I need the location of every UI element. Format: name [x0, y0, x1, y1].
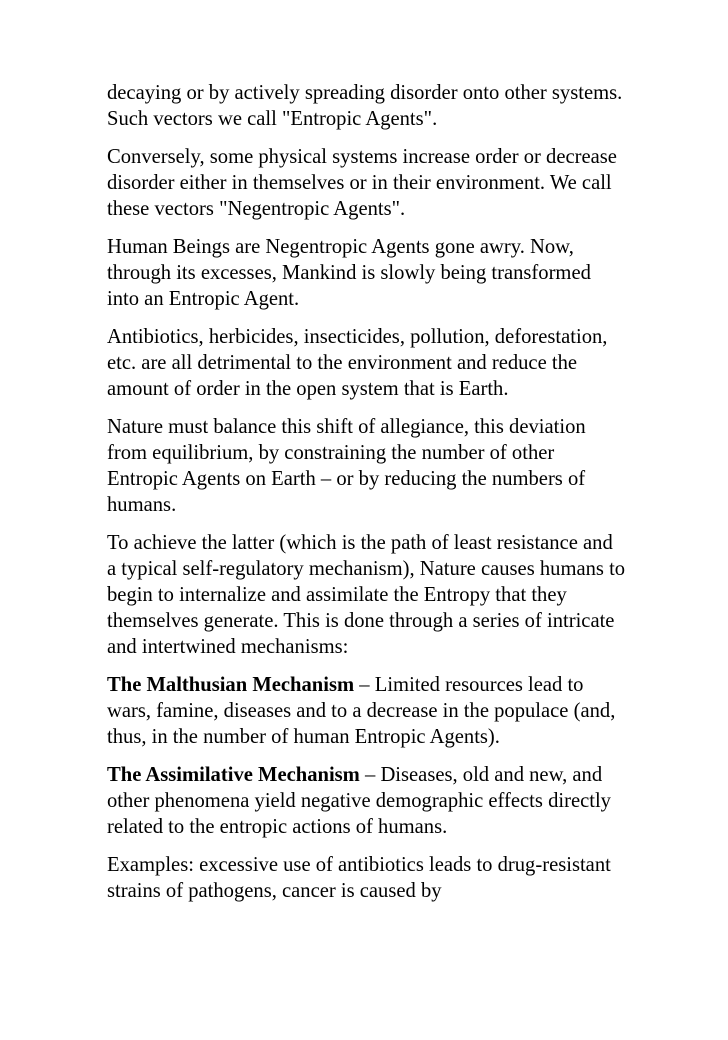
- paragraph-5-text: Nature must balance this shift of allegiance, this deviation from equilibrium, by constraining the number of other Entropic Agents on Earth – or by reducing the numbers of humans.: [107, 416, 586, 516]
- examples-text: Examples: excessive use of antibiotics leads to drug-resistant strains of pathogens, cancer is caused by: [107, 854, 611, 902]
- document-page: [107, 80, 627, 916]
- paragraph-malthusian: [107, 672, 627, 750]
- paragraph-5: [107, 414, 627, 518]
- malthusian-heading: The Malthusian Mechanism: [107, 674, 355, 696]
- paragraph-4: [107, 324, 627, 402]
- paragraph-6-text: To achieve the latter (which is the path of least resistance and a typical self-regulatory mechanism), Nature causes humans to begin to internalize and assimilate the Entropy that they themselves generate. This is done through a series of intricate and intertwined mechanisms:: [107, 532, 626, 658]
- paragraph-1: [107, 80, 627, 132]
- paragraph-4-text: Antibiotics, herbicides, insecticides, pollution, deforestation, etc. are all detrimental to the environment and reduce the amount of order in the open system that is Earth.: [107, 326, 608, 400]
- paragraph-6: [107, 530, 627, 660]
- paragraph-examples: [107, 852, 627, 904]
- assimilative-heading: The Assimilative Mechanism: [107, 764, 360, 786]
- assimilative-text: – Diseases, old and new, and other phenomena yield negative demographic effects directly related to the entropic actions of humans.: [107, 764, 611, 838]
- paragraph-1-text: decaying or by actively spreading disorder onto other systems. Such vectors we call "Entropic Agents".: [107, 82, 623, 130]
- paragraph-3-text: Human Beings are Negentropic Agents gone awry. Now, through its excesses, Mankind is slowly being transformed into an Entropic Agent.: [107, 236, 591, 310]
- paragraph-2-text: Conversely, some physical systems increase order or decrease disorder either in themselves or in their environment. We call these vectors "Negentropic Agents".: [107, 146, 617, 220]
- malthusian-text: – Limited resources lead to wars, famine, diseases and to a decrease in the populace (and, thus, in the number of human Entropic Agents).: [107, 674, 616, 748]
- paragraph-2: [107, 144, 627, 222]
- paragraph-3: [107, 234, 627, 312]
- paragraph-assimilative: [107, 762, 627, 840]
